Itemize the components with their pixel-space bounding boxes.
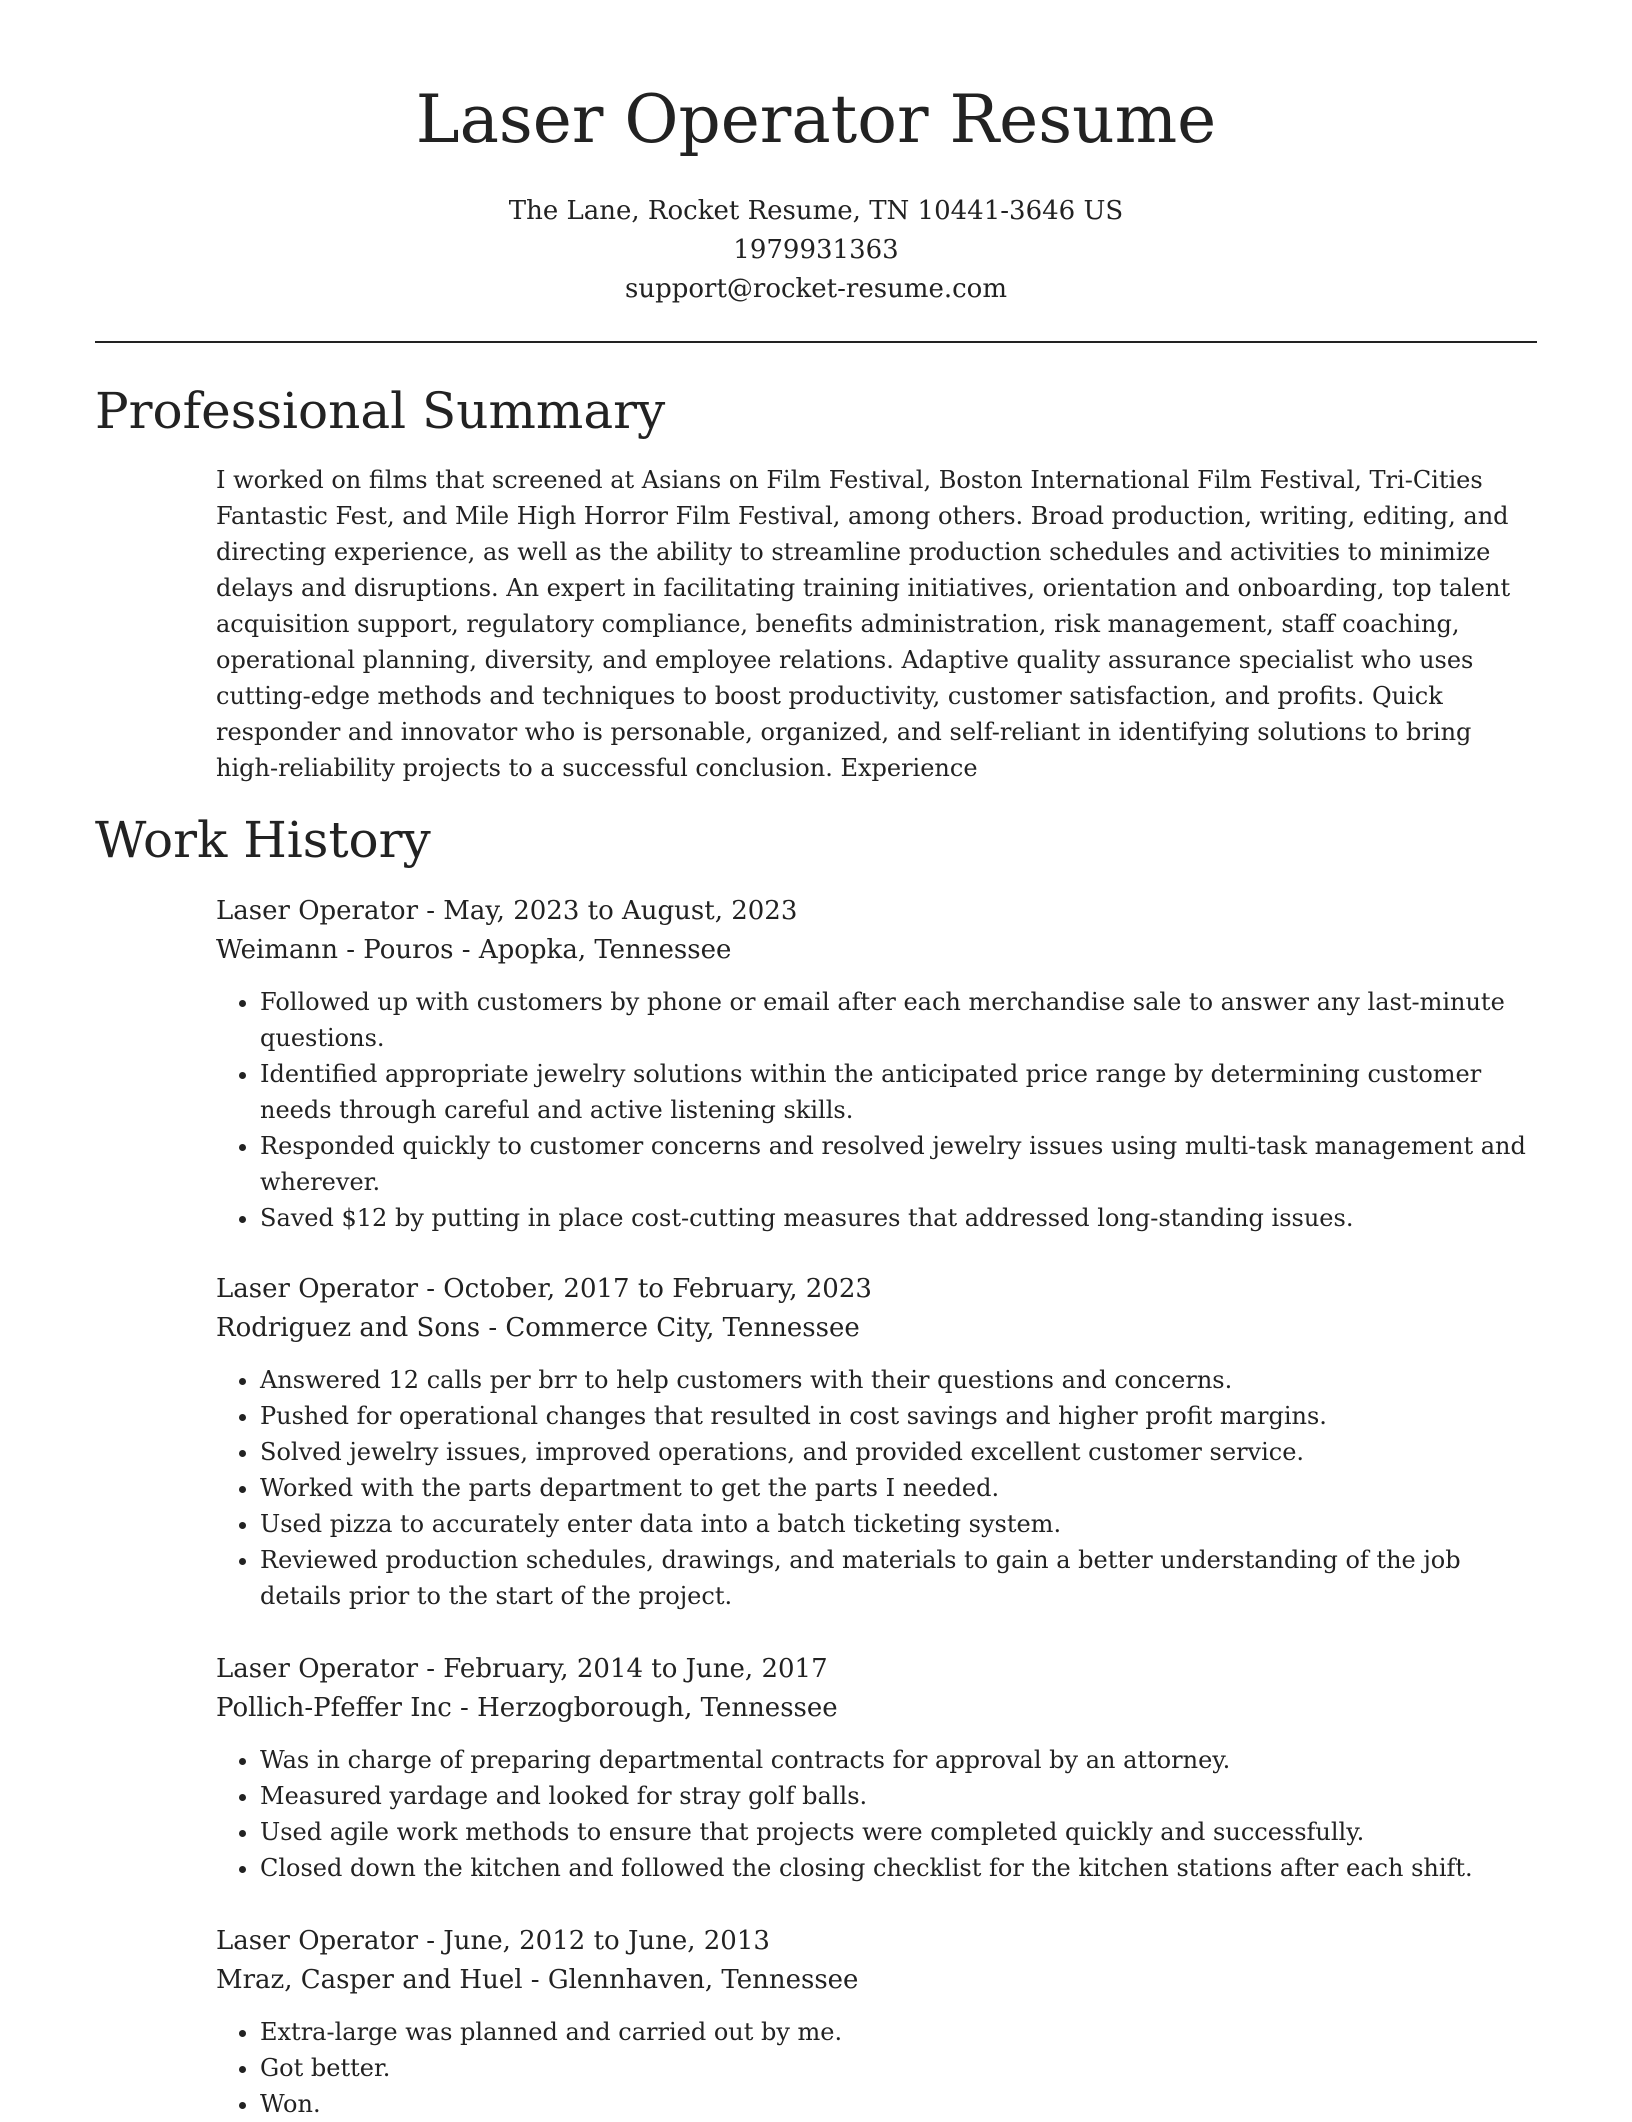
job-entry <box>216 892 1541 1236</box>
contact-block <box>0 192 1632 309</box>
work-history-heading: Work History <box>95 811 431 869</box>
job-title-dates: Laser Operator - February, 2014 to June, 2017 <box>216 1654 828 1684</box>
job-entry <box>216 1922 1541 2122</box>
job-duty-item: • Won. <box>260 2086 1541 2122</box>
job-duties-list <box>216 1742 1541 1886</box>
job-duty-item: • Extra-large was planned and carried out by me. <box>260 2014 1541 2050</box>
job-duties-list <box>216 2014 1541 2122</box>
job-company-location: Mraz, Casper and Huel - Glennhaven, Tennessee <box>216 1965 859 1995</box>
job-duty-item: • Followed up with customers by phone or email after each merchandise sale to answer any last-minute questions. <box>260 984 1541 1056</box>
job-duty-item: • Responded quickly to customer concerns and resolved jewelry issues using multi-task management and wherever. <box>260 1128 1541 1200</box>
job-duty-item: • Reviewed production schedules, drawings, and materials to gain a better understanding of the job details prior to the start of the project. <box>260 1542 1541 1614</box>
job-duty-item: • Was in charge of preparing departmental contracts for approval by an attorney. <box>260 1742 1541 1778</box>
job-duty-item: • Pushed for operational changes that resulted in cost savings and higher profit margins. <box>260 1398 1541 1434</box>
job-duties-list <box>216 1362 1541 1614</box>
job-company-location: Pollich-Pfeffer Inc - Herzogborough, Tennessee <box>216 1693 838 1723</box>
job-duty-item: • Measured yardage and looked for stray golf balls. <box>260 1778 1541 1814</box>
job-title-dates: Laser Operator - May, 2023 to August, 2023 <box>216 896 798 926</box>
job-company-location: Rodriguez and Sons - Commerce City, Tennessee <box>216 1313 860 1343</box>
job-duty-item: • Solved jewelry issues, improved operations, and provided excellent customer service. <box>260 1434 1541 1470</box>
job-title-dates: Laser Operator - June, 2012 to June, 2013 <box>216 1926 770 1956</box>
job-duty-item: • Used agile work methods to ensure that projects were completed quickly and successfully. <box>260 1814 1541 1850</box>
job-duty-item: • Identified appropriate jewelry solutions within the anticipated price range by determining customer needs through careful and active listening skills. <box>260 1056 1541 1128</box>
contact-address: The Lane, Rocket Resume, TN 10441-3646 US <box>508 196 1124 226</box>
contact-email: support@rocket-resume.com <box>624 274 1007 304</box>
summary-heading: Professional Summary <box>95 382 666 440</box>
summary-text: I worked on films that screened at Asians on Film Festival, Boston International Film Festival, Tri-Cities Fantastic Fest, and Mile High Horror Film Festival, among others. Broad production, writing, editing, and directing experience, as well as the ability to streamline production schedules and activities to minimize delays and disruptions. An expert in facilitating training initiatives, orientation and onboarding, top talent acquisition support, regulatory compliance, benefits administration, risk management, staff coaching, operational planning, diversity, and employee relations. Adaptive quality assurance specialist who uses cutting-edge methods and techniques to boost productivity, customer satisfaction, and profits. Quick responder and innovator who is personable, organized, and self-reliant in identifying solutions to bring high-reliability projects to a successful conclusion. Experience <box>216 466 1511 782</box>
job-duty-item: • Used pizza to accurately enter data into a batch ticketing system. <box>260 1506 1541 1542</box>
job-duty-item: • Worked with the parts department to get the parts I needed. <box>260 1470 1541 1506</box>
job-company-location: Weimann - Pouros - Apopka, Tennessee <box>216 935 732 965</box>
job-duty-item: • Answered 12 calls per brr to help customers with their questions and concerns. <box>260 1362 1541 1398</box>
header-divider <box>95 341 1537 343</box>
resume-title: Laser Operator Resume <box>415 81 1217 158</box>
job-entry <box>216 1650 1541 1886</box>
job-duty-item: • Got better. <box>260 2050 1541 2086</box>
job-title-dates: Laser Operator - October, 2017 to February, 2023 <box>216 1274 872 1304</box>
job-duties-list <box>216 984 1541 1236</box>
job-duty-item: • Saved $12 by putting in place cost-cutting measures that addressed long-standing issues. <box>260 1200 1541 1236</box>
job-entry <box>216 1270 1541 1614</box>
job-duty-item: • Closed down the kitchen and followed the closing checklist for the kitchen stations after each shift. <box>260 1850 1541 1886</box>
contact-phone: 1979931363 <box>733 235 899 265</box>
